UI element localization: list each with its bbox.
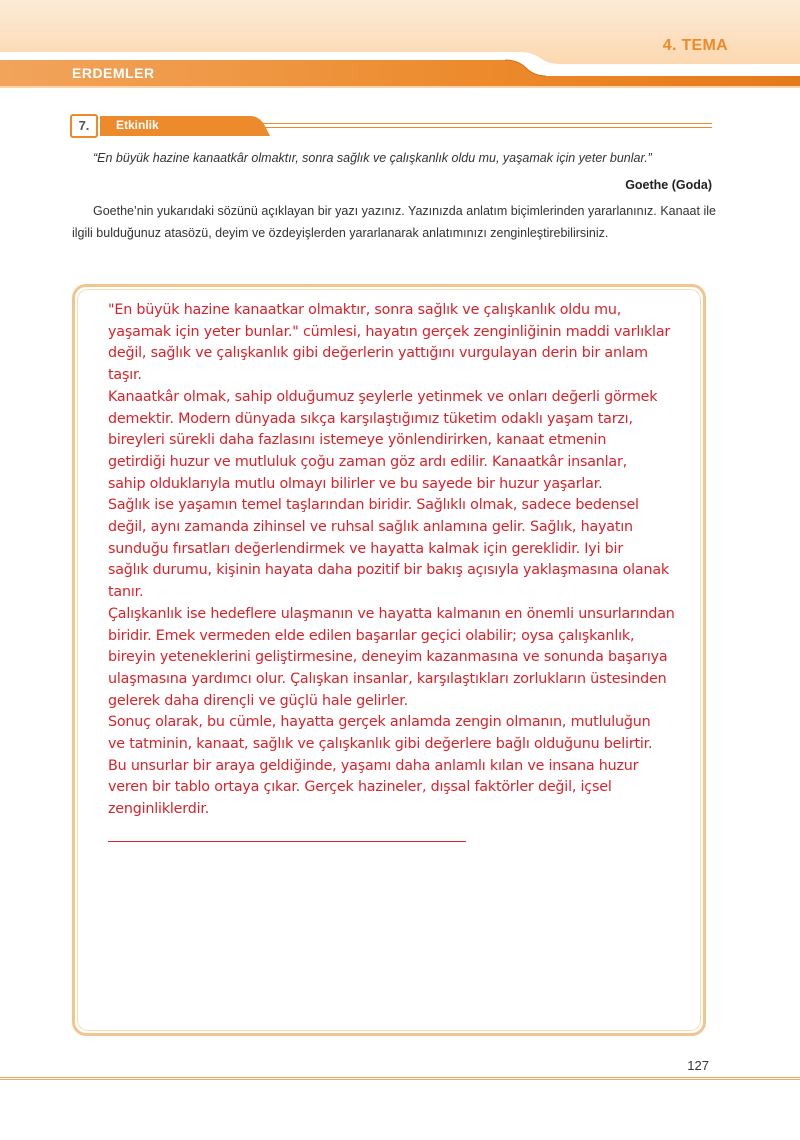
answer-line: getirdiği huzur ve mutluluk çoğu zaman göz ardı edilir. Kanaatkâr insanlar,: [108, 453, 627, 470]
answer-line: sağlık durumu, kişinin hayata daha pozitif bir bakış açısıyla yaklaşmasına olanak: [108, 562, 669, 579]
answer-line: Sonuç olarak, bu cümle, hayatta gerçek anlamda zengin olmanın, mutluluğun: [108, 714, 651, 731]
answer-line: gelerek daha dirençli ve güçlü hale gelirler.: [108, 692, 408, 709]
activity-heading: [70, 114, 715, 140]
page-header: [0, 0, 800, 90]
answer-line: değil, aynı zamanda zihinsel ve ruhsal sağlık anlamına gelir. Sağlık, hayatın: [108, 519, 633, 536]
answer-line: Bu unsurlar bir araya geldiğinde, yaşamı daha anlamlı kılan ve insana huzur: [108, 757, 639, 774]
section-title: ERDEMLER: [72, 65, 155, 81]
activity-instructions: Goethe’nin yukarıdaki sözünü açıklayan bir yazı yazınız. Yazınızda anlatım biçimlerinden yararlanınız. Kanaat ile ilgili bulduğunuz atasözü, deyim ve özdeyişlerden yararlanarak anlatımınızı zenginleştirebilirsiniz.: [72, 204, 716, 240]
answer-line: tanır.: [108, 584, 144, 601]
activity-divider-lines: [260, 123, 712, 133]
answer-line: Çalışkanlık ise hedeflere ulaşmanın ve hayatta kalmanın en önemli unsurlarından: [108, 605, 675, 622]
quote-text: “En büyük hazine kanaatkâr olmaktır, sonra sağlık ve çalışkanlık oldu mu, yaşamak için yeter bunlar.”: [93, 151, 652, 165]
theme-label: 4. TEMA: [662, 37, 728, 54]
answer-line: zenginliklerdir.: [108, 801, 210, 818]
answer-line: değil, sağlık ve çalışkanlık gibi değerlerin yattığını vurgulayan derin bir anlam: [108, 345, 648, 362]
answer-line: sunduğu fırsatları değerlendirmek ve hayatta kalmak için gereklidir. Iyi bir: [108, 540, 624, 557]
handwritten-answer: [108, 300, 712, 821]
answer-line: bireyin yeteneklerini geliştirmesine, deneyim kazanmasına ve sonunda başarıya: [108, 649, 668, 666]
answer-line: ulaşmasına yardımcı olur. Çalışkan insanlar, karşılaştıkları zorlukların üstesinden: [108, 670, 667, 687]
answer-line: veren bir tablo ortaya çıkar. Gerçek hazineler, dışsal faktörler değil, içsel: [108, 779, 612, 796]
quote-author: Goethe (Goda): [625, 178, 712, 192]
answer-line: Kanaatkâr olmak, sahip olduğumuz şeylerle yetinmek ve onları değerli görmek: [108, 388, 658, 405]
answer-line: bireyleri sürekli daha fazlasını istemeye yönlendirirken, kanaat etmenin: [108, 432, 607, 449]
activity-number: 7.: [70, 114, 98, 138]
footer-rule: [0, 1077, 800, 1081]
answer-line: yaşamak için yeter bunlar." cümlesi, hayatın gerçek zenginliğinin maddi varlıklar: [108, 323, 671, 340]
answer-end-rule: [108, 841, 466, 842]
answer-line: Sağlık ise yaşamın temel taşlarından biridir. Sağlıklı olmak, sadece bedensel: [108, 497, 639, 514]
answer-line: "En büyük hazine kanaatkar olmaktır, sonra sağlık ve çalışkanlık oldu mu,: [108, 302, 622, 318]
answer-line: taşır.: [108, 367, 142, 384]
answer-line: sahip olduklarıyla mutlu olmayı bilirler ve bu sayede bir huzur yaşarlar.: [108, 475, 603, 492]
activity-label: Etkinlik: [116, 118, 159, 132]
page-number: 127: [687, 1058, 709, 1073]
answer-line: demektir. Modern dünyada sıkça karşılaştığımız tüketim odaklı yaşam tarzı,: [108, 410, 633, 427]
answer-line: biridir. Emek vermeden elde edilen başarılar geçici olabilir; oysa çalışkanlık,: [108, 627, 635, 644]
answer-line: ve tatminin, kanaat, sağlık ve çalışkanlık gibi değerlere bağlı olduğunu belirtir.: [108, 736, 653, 753]
